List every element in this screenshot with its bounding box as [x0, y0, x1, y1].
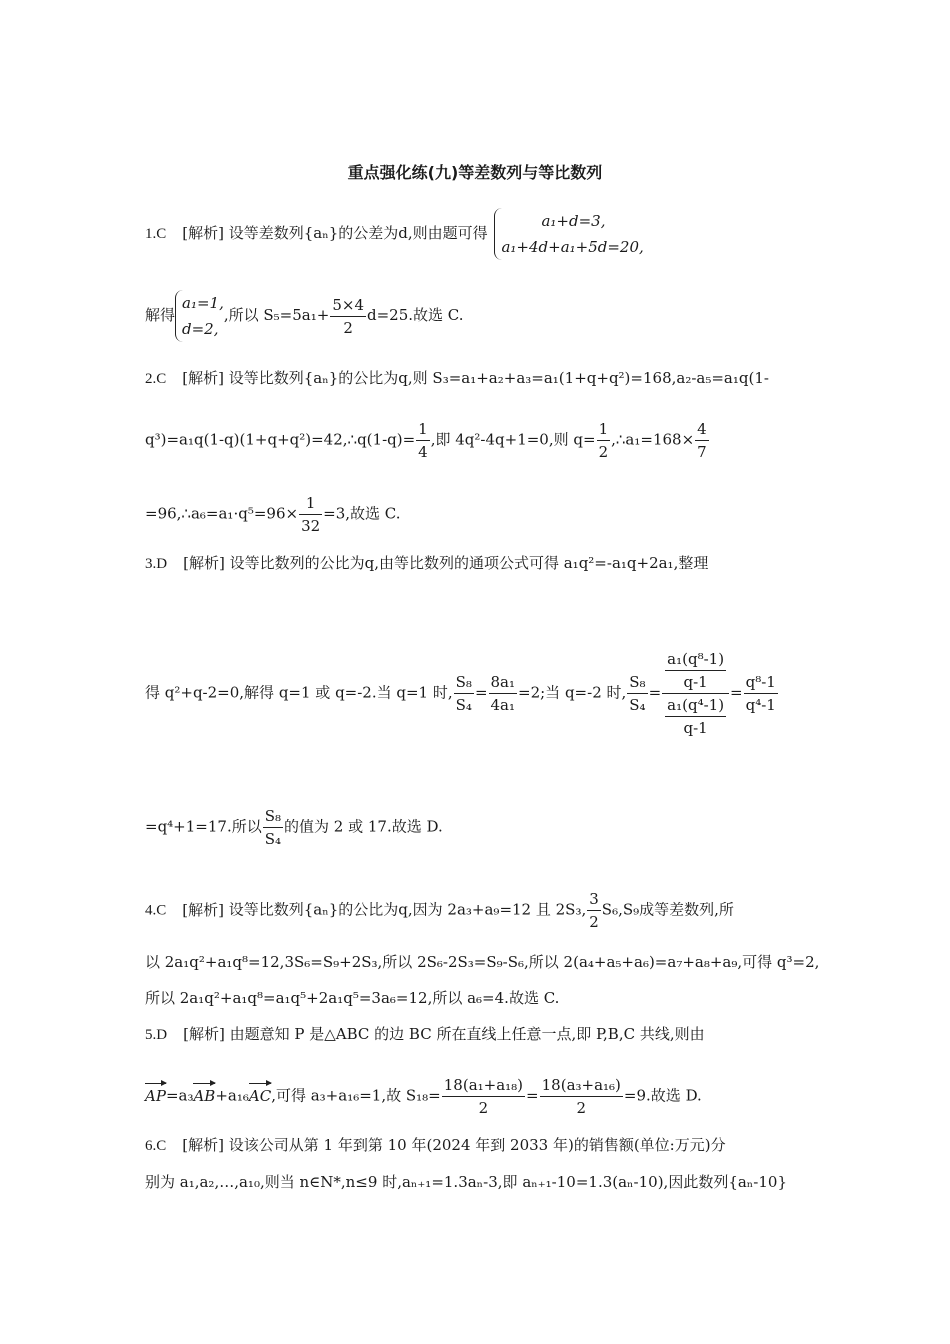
denominator: q⁴-1 — [745, 696, 776, 714]
compound-fraction — [662, 648, 729, 739]
solution-4-line-2 — [145, 952, 819, 972]
solution-text: ,所以 S₅=5a₁+ — [223, 306, 330, 324]
equation: d=2, — [182, 320, 219, 338]
equals-sign: = — [730, 683, 743, 702]
numerator: 8a₁ — [489, 671, 518, 694]
solution-6-line-2 — [145, 1172, 787, 1192]
fraction — [665, 648, 726, 693]
solution-text: 设等差数列{aₙ}的公差为d,则由题可得 — [228, 224, 488, 242]
denominator: 32 — [301, 517, 321, 535]
fraction — [695, 418, 709, 463]
numerator: a₁(q⁸-1) — [665, 648, 726, 671]
denominator: 2 — [343, 318, 353, 337]
fraction — [587, 888, 601, 933]
answer-number: 2.C — [145, 371, 167, 387]
numerator: 1 — [597, 418, 611, 441]
solution-text: d=25.故选 C. — [366, 306, 464, 324]
numerator: 1 — [416, 418, 430, 441]
answer-number: 1.C — [145, 226, 167, 242]
compound-denominator — [662, 694, 729, 739]
analysis-tag: [解析] — [183, 1025, 225, 1043]
solution-text: 设等比数列的公比为q,由等比数列的通项公式可得 a₁q²=-a₁q+2a₁,整理 — [229, 554, 709, 572]
solution-1-line-1 — [145, 208, 644, 260]
denominator: 2 — [589, 913, 599, 931]
numerator: a₁(q⁴-1) — [665, 694, 726, 717]
fraction — [454, 671, 474, 716]
solution-text: 解得 — [145, 306, 176, 324]
analysis-tag: [解析] — [182, 224, 224, 242]
numerator: 4 — [695, 418, 709, 441]
solution-text: 设该公司从第 1 年到第 10 年(2024 年到 2033 年)的销售额(单位:万元)分 — [228, 1136, 726, 1154]
fraction — [627, 671, 647, 716]
page-title: 重点强化练(九)等差数列与等比数列 — [347, 163, 603, 182]
solution-3-line-2 — [145, 648, 779, 739]
fraction — [489, 671, 518, 716]
solution-5-line-2 — [145, 1074, 702, 1119]
numerator: S₈ — [263, 805, 283, 828]
solution-1-line-2 — [145, 290, 464, 342]
denominator: S₄ — [455, 696, 472, 714]
answer-number: 4.C — [145, 902, 167, 919]
fraction — [744, 671, 778, 716]
fraction — [263, 805, 283, 850]
solution-text: =9.故选 D. — [623, 1086, 702, 1105]
analysis-tag: [解析] — [182, 900, 224, 919]
solution-text: 设等比数列{aₙ}的公比为q,则 S₃=a₁+a₂+a₃=a₁(1+q+q²)=168,a₂-a₅=a₁q(1- — [228, 369, 769, 387]
numerator: 5×4 — [330, 294, 366, 317]
solution-text: =2;当 q=-2 时, — [518, 683, 627, 702]
denominator: 4 — [418, 443, 428, 461]
denominator: 2 — [478, 1099, 489, 1117]
solution-text: =3,故选 C. — [323, 504, 401, 523]
vector-AC: AC — [248, 1086, 272, 1105]
solution-5-line-1 — [145, 1024, 705, 1045]
denominator: q-1 — [683, 719, 708, 737]
compound-numerator — [662, 648, 729, 694]
analysis-tag: [解析] — [182, 1136, 224, 1154]
fraction — [299, 492, 322, 537]
analysis-tag: [解析] — [183, 554, 225, 572]
numerator: S₈ — [627, 671, 647, 694]
solution-3-line-3 — [145, 805, 443, 850]
vector-AP: AP — [145, 1086, 166, 1105]
equation: a₁+d=3, — [541, 212, 606, 230]
solution-2-line-2 — [145, 418, 710, 463]
numerator: 18(a₃+a₁₆) — [540, 1074, 623, 1097]
answer-number: 3.D — [145, 556, 168, 572]
numerator: 3 — [587, 888, 601, 911]
fraction — [330, 294, 366, 339]
solution-text: S₆,S₉成等差数列,所 — [601, 900, 734, 919]
equals-sign: = — [526, 1086, 539, 1105]
denominator: 2 — [576, 1099, 587, 1117]
fraction — [665, 694, 726, 739]
solution-text: 所以 2a₁q²+a₁q⁸=a₁q⁵+2a₁q⁵=3a₆=12,所以 a₆=4.故选 C. — [145, 989, 560, 1007]
denominator: 7 — [697, 443, 707, 461]
solution-text: =a₃ — [165, 1086, 194, 1105]
solution-system — [175, 290, 224, 342]
equation: a₁+4d+a₁+5d=20, — [501, 238, 644, 256]
solution-6-line-1 — [145, 1135, 726, 1156]
equals-sign: = — [648, 683, 662, 702]
equation-system — [494, 208, 643, 260]
solution-text: ,∴a₁=168× — [611, 430, 695, 449]
solution-text: ,可得 a₃+a₁₆=1,故 S₁₈= — [271, 1086, 441, 1105]
solution-text: 的值为 2 或 17.故选 D. — [284, 817, 443, 836]
solution-text: 得 q²+q-2=0,解得 q=1 或 q=-2.当 q=1 时, — [145, 683, 453, 702]
equation: a₁=1, — [182, 294, 224, 312]
answer-number: 5.D — [145, 1027, 168, 1043]
numerator: S₈ — [454, 671, 474, 694]
denominator: 4a₁ — [490, 696, 516, 714]
solution-4-line-3 — [145, 988, 559, 1008]
solution-text: =q⁴+1=17.所以 — [145, 817, 262, 836]
equals-sign: = — [474, 683, 488, 702]
analysis-tag: [解析] — [182, 369, 224, 387]
solution-text: ,即 4q²-4q+1=0,则 q= — [430, 430, 596, 449]
solution-text: =96,∴a₆=a₁·q⁵=96× — [145, 504, 299, 523]
denominator: 2 — [598, 443, 609, 461]
solution-2-line-1 — [145, 368, 769, 389]
solution-2-line-3 — [145, 492, 401, 537]
solution-4-line-1 — [145, 888, 734, 933]
denominator: S₄ — [264, 830, 282, 848]
solution-text: 设等比数列{aₙ}的公比为q,因为 2a₃+a₉=12 且 2S₃, — [228, 900, 587, 919]
solution-text: +a₁₆ — [215, 1086, 249, 1105]
answer-number: 6.C — [145, 1138, 167, 1154]
solution-text: q³)=a₁q(1-q)(1+q+q²)=42,∴q(1-q)= — [145, 430, 416, 449]
numerator: 18(a₁+a₁₈) — [442, 1074, 525, 1097]
solution-text: 由题意知 P 是△ABC 的边 BC 所在直线上任意一点,即 P,B,C 共线,则由 — [229, 1025, 705, 1043]
solution-text: 以 2a₁q²+a₁q⁸=12,3S₆=S₉+2S₃,所以 2S₆-2S₃=S₉-S₆,所以 2(a₄+a₅+a₆)=a₇+a₈+a₉,可得 q³=2, — [145, 953, 820, 971]
fraction — [597, 418, 611, 463]
numerator: 1 — [299, 492, 322, 515]
fraction — [442, 1074, 525, 1119]
numerator: q⁸-1 — [744, 671, 778, 694]
vector-AB: AB — [193, 1086, 216, 1105]
solution-text: 别为 a₁,a₂,…,a₁₀,则当 n∈N*,n≤9 时,aₙ₊₁=1.3aₙ-3,即 aₙ₊₁-10=1.3(aₙ-10),因此数列{aₙ-10} — [145, 1173, 787, 1191]
fraction — [540, 1074, 623, 1119]
denominator: S₄ — [629, 696, 646, 714]
denominator: q-1 — [683, 673, 708, 691]
solution-3-line-1 — [145, 553, 708, 574]
fraction — [416, 418, 430, 463]
